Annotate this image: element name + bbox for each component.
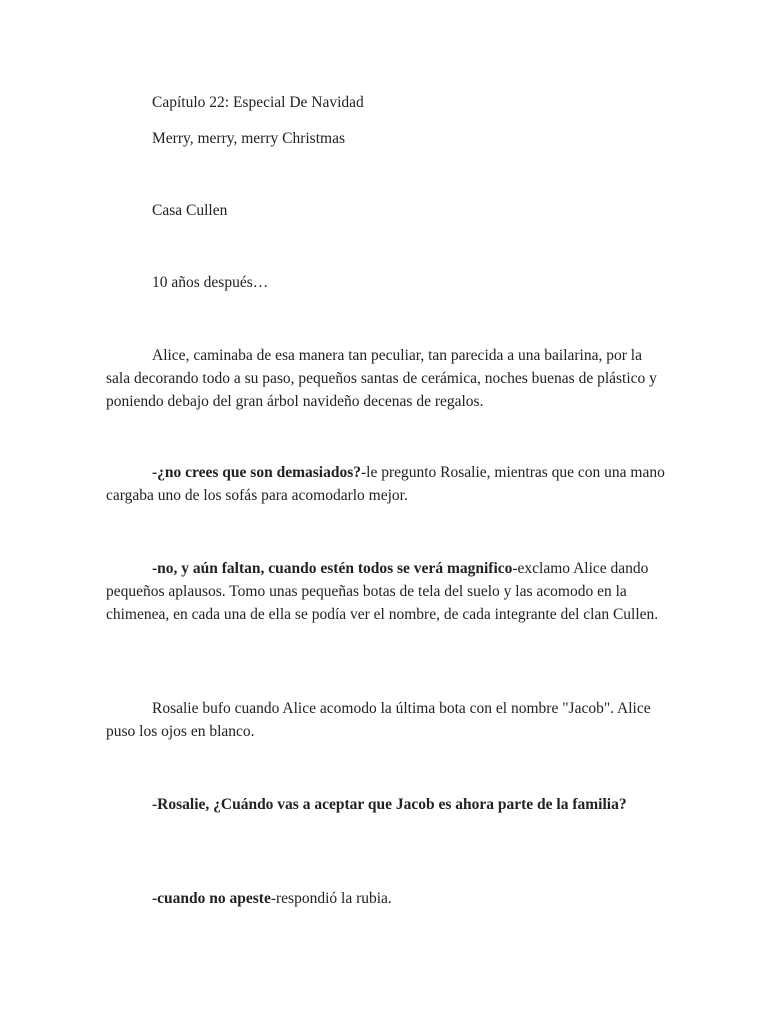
- chapter-title: Capítulo 22: Especial De Navidad: [152, 94, 364, 111]
- dialogue-line: -Rosalie, ¿Cuándo vas a aceptar que Jacob es ahora parte de la familia?: [152, 796, 627, 813]
- paragraph-text: Rosalie bufo cuando Alice acomodo la última bota con el nombre "Jacob". Alice puso los ojos en blanco.: [106, 700, 651, 740]
- paragraph: [106, 557, 666, 626]
- chapter-subtitle: Merry, merry, merry Christmas: [152, 130, 345, 147]
- paragraph-text: -respondió la rubia.: [270, 890, 392, 907]
- paragraph: [106, 461, 666, 507]
- paragraph: [106, 887, 666, 910]
- dialogue-line: -¿no crees que son demasiados?: [152, 464, 361, 481]
- time-note: 10 años después…: [152, 274, 269, 291]
- dialogue-line: -cuando no apeste: [152, 890, 271, 907]
- paragraph-text: Alice, caminaba de esa manera tan peculiar, tan parecida a una bailarina, por la sala decorando todo a su paso, pequeños santas de cerámica, noches buenas de plástico y poniendo debajo del gran árbol navideño decenas de regalos.: [106, 347, 657, 410]
- paragraph-text: -le pregunto Rosalie, mientras que con una mano cargaba uno de los sofás para acomodarlo mejor.: [106, 464, 665, 504]
- paragraph: [106, 793, 666, 816]
- paragraph-text: -exclamo Alice dando pequeños aplausos. Tomo unas pequeñas botas de tela del suelo y las acomodo en la chimenea, en cada una de ella se podía ver el nombre, de cada integrante del clan Cullen.: [106, 560, 659, 623]
- paragraph: [106, 344, 666, 413]
- location-heading: Casa Cullen: [152, 202, 228, 219]
- paragraph: [106, 697, 666, 743]
- dialogue-line: -no, y aún faltan, cuando estén todos se verá magnifico: [152, 560, 513, 577]
